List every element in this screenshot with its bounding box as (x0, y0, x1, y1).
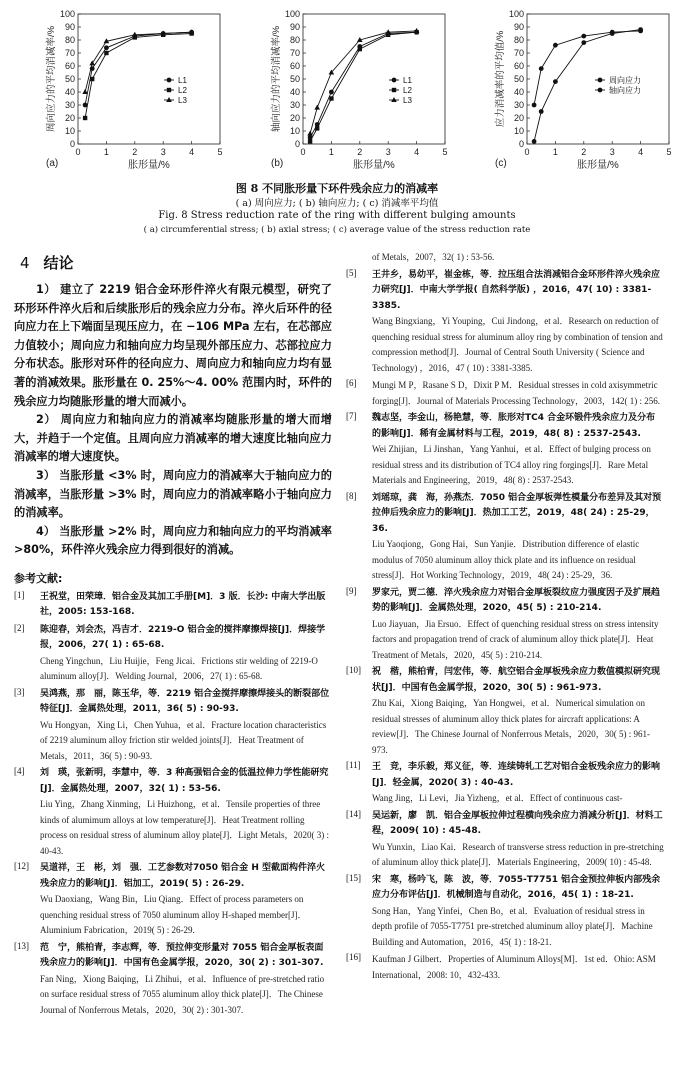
reference-zh: 罗家元，贾二德．淬火残余应力对铝合金厚板裂纹应力强度因子及扩展趋势的影响[J]．金属热处理，2020，45( 5) : 210-214. (372, 587, 661, 613)
x-tick-label: 5 (442, 147, 448, 157)
y-tick-label: 50 (289, 74, 300, 84)
reference-zh: 王 竞，李乐毅，郑义征，等．连续铸轧工艺对铝合金板残余应力的影响[J]．轻金属，2020( 3) : 40-43. (372, 762, 661, 788)
reference-number: [13] (14, 940, 29, 951)
y-tick-label: 50 (64, 74, 75, 84)
x-tick-label: 4 (638, 147, 644, 157)
reference-number: [5] (346, 267, 357, 278)
legend-marker (166, 97, 172, 102)
legend-marker (598, 88, 603, 93)
figure-8 (0, 4, 674, 174)
legend-label: L2 (178, 86, 187, 95)
data-point (90, 77, 94, 81)
x-tick-label: 2 (357, 147, 363, 157)
reference-item (346, 665, 664, 758)
y-tick-label: 20 (289, 113, 300, 123)
reference-number: [8] (346, 490, 357, 501)
section-number: 4 (20, 254, 30, 272)
reference-number: [12] (14, 861, 29, 872)
y-tick-label: 10 (289, 126, 300, 136)
reference-item (14, 687, 332, 765)
x-tick-label: 4 (189, 147, 195, 157)
reference-number: [15] (346, 872, 361, 883)
panel-label: (a) (46, 158, 59, 169)
data-point (104, 45, 109, 50)
chart-b (225, 4, 450, 174)
figure-caption-en: Fig. 8 Stress reduction rate of the ring with different bulging amounts (158, 210, 516, 221)
legend-label: L1 (178, 76, 187, 85)
reference-number: [2] (14, 622, 25, 633)
x-tick-label: 3 (609, 147, 615, 157)
reference-zh: 陈迎春，刘会杰，冯吉才．2219-O 铝合金的搅拌摩擦焊接[J]．焊接学报，2006，27( 1) : 65-68. (40, 624, 326, 651)
y-tick-label: 40 (64, 87, 75, 97)
reference-number: [3] (14, 686, 25, 697)
reference-en: of Metals，2007，32( 1) : 53-56. (372, 252, 495, 262)
data-point (329, 96, 333, 100)
reference-zh: 魏志坚，李金山，杨艳慧，等．胀形对TC4 合金环锻件残余应力及分布的影响[J]．稀有金属材料与工程，2019，48( 8) : 2537-2543. (372, 413, 656, 439)
legend-marker (167, 88, 171, 92)
x-tick-label: 2 (132, 147, 138, 157)
reference-zh: 吴鸿燕，那 丽，陈玉华，等．2219 铝合金搅拌摩擦焊接头的断裂部位特征[J]．金属热处理，2011，36( 5) : 90-93. (40, 688, 330, 715)
reference-item (346, 411, 664, 489)
reference-en: Wu Daoxiang，Wang Bin，Liu Qiang．Effect of process parameters on quenching residual stress of 7050 aluminum alloy H-shaped member[J]．Aluminium Fabrication，2019( 5) : 26-29. (40, 894, 307, 936)
reference-item (346, 809, 664, 871)
legend-label: L2 (403, 86, 412, 95)
x-tick-label: 5 (666, 147, 672, 157)
y-tick-label: 70 (64, 48, 75, 58)
series-line (85, 34, 192, 119)
x-axis-label: 胀形量/% (128, 160, 170, 171)
data-point (532, 139, 537, 144)
reference-en: Wei Zhijian，Li Jinshan，Yang Yanhui，et al．Effect of bulging process on residual stress and its distribution of TC4 alloy ring forgings[J]．Rare Metal Materials and Engineering，2019，48( 8) : 2537-2543. (372, 444, 651, 485)
x-tick-label: 3 (160, 147, 166, 157)
conclusion-paragraph: 4） 当胀形量 >2% 时，周向应力和轴向应力的平均消减率 >80%，环件淬火残余应力得到很好的消减。 (14, 524, 332, 557)
x-tick-label: 0 (524, 147, 530, 157)
data-point (638, 27, 643, 32)
reference-en: Wang Jing，Li Levi，Jia Yizheng，et al．Effect of continuous cast- (372, 793, 623, 803)
chart-a (0, 4, 225, 174)
references-heading: 参考文献: (14, 571, 63, 585)
data-point (83, 116, 87, 120)
x-tick-label: 1 (103, 147, 109, 157)
reference-en: Liu Yaoqiong，Gong Hai，Sun Yanjie．Distribution difference of elastic modulus of 7050 aluminum alloy thick plate and its influence on residual stress[J]．Hot Working Technology，2019，48( 24) : 25-29，36. (372, 539, 640, 580)
panel-label: (c) (495, 158, 507, 169)
data-point (539, 109, 544, 114)
reference-item (14, 941, 332, 1019)
x-tick-label: 4 (414, 147, 420, 157)
legend-label: 周向应力 (609, 76, 641, 85)
reference-zh: 祝 楷，熊柏青，闫宏伟，等．航空铝合金厚板残余应力数值模拟研究现状[J]．中国有色金属学报，2020，30( 5) : 961-973. (372, 667, 661, 693)
panel-label: (b) (271, 158, 284, 169)
legend-marker (598, 78, 603, 83)
legend-label: L1 (403, 76, 412, 85)
reference-en: Mungi M P，Rasane S D，Dixit P M．Residual stresses in cold axisymmetric forging[J]．Journal of Materials Processing Technology，2003，142( 1) : 256. (372, 380, 660, 406)
y-tick-label: 60 (289, 61, 300, 71)
reference-en: Luo Jiayuan，Jia Ersuo．Effect of quenching residual stress on stress intensity factors and propagation trend of crack of aluminum alloy thick plate[J]．Heat Treatment of Metals，2020，45( 5) : 210-214. (372, 618, 659, 660)
x-tick-label: 0 (75, 147, 81, 157)
data-point (581, 40, 586, 45)
reference-zh: 宋 寒，杨吟飞，陈 波，等．7055-T7751 铝合金预拉伸板内部残余应力分布评估[J]．机械制造与自动化，2016，45( 1) : 18-21. (372, 874, 661, 900)
y-tick-label: 100 (59, 9, 75, 19)
y-tick-label: 100 (508, 9, 524, 19)
figure-caption-en-sub: ( a) circumferential stress; ( b) axial stress; ( c) average value of the stress reduction rate (143, 225, 531, 235)
reference-number: [7] (346, 411, 357, 421)
reference-number: [1] (14, 589, 25, 600)
reference-en: Fan Ning，Xiong Baiqing，Li Zhihui，et al．Influence of pre-stretched ratio on surface residual stress of 7055 aluminum alloy thick plate[J]．The Chinese Journal of Nonferrous Metals，2020，30( 2) : 301-307. (40, 973, 325, 1015)
y-tick-label: 30 (513, 100, 524, 110)
reference-item (346, 378, 664, 409)
y-tick-label: 20 (513, 113, 524, 123)
conclusion-paragraph: 1） 建立了 2219 铝合金环形件淬火有限元模型，研究了环形环件淬火后和后续胀形后的残余应力分布。淬火后环件的径向应力在上下端面呈现压应力，在 −106 MPa 左右，在芯部应力值较小；周向应力和轴向应力均呈现外部压应力、芯部拉应力分布状态。胀形对环件的径向应力、周向应力和轴向应力均有显著的消减效果。胀形量在 0. 25%～4. 00% 范围内时，环件的残余应力均随胀形量的增大而减小。 (14, 283, 332, 408)
reference-number: [11] (346, 760, 361, 770)
reference-number: [14] (346, 808, 361, 819)
reference-en: Song Han，Yang Yinfei，Chen Bo，et al．Evaluation of residual stress in depth profile of 7055-T7751 pre-stretched aluminum alloy plate[J]．Machine Building and Automation，2016，45( 1) : 18-21. (372, 905, 653, 947)
y-tick-label: 80 (289, 35, 300, 45)
y-tick-label: 10 (64, 126, 75, 136)
reference-item (14, 766, 332, 859)
y-tick-label: 90 (513, 22, 524, 32)
data-point (532, 103, 537, 108)
references-list-left (14, 590, 332, 1019)
data-point (315, 126, 319, 130)
legend-label: L3 (178, 96, 187, 105)
left-column (14, 246, 332, 1020)
legend-label: L3 (403, 96, 412, 105)
reference-item (346, 250, 664, 266)
reference-item (346, 760, 664, 807)
data-point (308, 139, 312, 143)
reference-item (346, 491, 664, 584)
legend-label: 轴向应力 (609, 86, 641, 95)
x-tick-label: 0 (300, 147, 306, 157)
plot-frame (303, 14, 445, 144)
y-tick-label: 0 (294, 139, 300, 149)
section-heading (20, 252, 332, 273)
y-tick-label: 40 (513, 87, 524, 97)
reference-number: [9] (346, 585, 357, 596)
y-tick-label: 30 (64, 100, 75, 110)
reference-item (14, 623, 332, 685)
y-axis-label: 周向应力的平均消减率/% (46, 25, 57, 133)
legend-marker (392, 88, 396, 92)
reference-en: Kaufman J Gilbert．Properties of Aluminum Alloys[M]．1st ed．Ohio: ASM International，2008: 10，432-433. (372, 954, 656, 980)
reference-en: Wang Bingxiang，Yi Youping，Cui Jindong，et al．Research on reduction of quenching residual stress for aluminum alloy ring by combination of tension and compression method[J]．Journal of Central South University ( Science and Technology) ，2016，47 ( 10) : 3381-3385. (372, 316, 663, 373)
data-point (581, 34, 586, 39)
y-tick-label: 80 (64, 35, 75, 45)
right-column (346, 250, 664, 985)
chart-c (449, 4, 674, 174)
y-tick-label: 70 (289, 48, 300, 58)
reference-item (346, 586, 664, 664)
data-point (539, 66, 544, 71)
reference-item (346, 873, 664, 951)
reference-en: Wu Yunxin，Liao Kai．Research of transverse stress reduction in pre-stretching of aluminum alloy thick plate[J]．Materials Engineering，2009( 10) : 45-48. (372, 841, 664, 867)
reference-item (14, 590, 332, 621)
section-title: 结论 (43, 254, 74, 272)
y-tick-label: 50 (513, 74, 524, 84)
conclusion-paragraph: 2） 周向应力和轴向应力的消减率均随胀形量的增大而增大，并趋于一个定值。且周向应力消减率的增大速度比轴向应力消减率的增大速度快。 (14, 413, 332, 464)
y-tick-label: 100 (284, 9, 300, 19)
reference-item (14, 861, 332, 939)
reference-en: Wu Hongyan，Xing Li，Chen Yuhua，et al．Fracture location characteristics of 2219 aluminum alloy friction stir welded joints[J]．Heat Treatment of Metals，2011，36( 5) : 90-93. (40, 719, 327, 761)
reference-en: Liu Ying，Zhang Xinming，Li Huizhong，et al．Tensile properties of three kinds of alumimum alloys at low temperature[J]．Heat Treatment rolling process on residual stress of aluminum alloy plate[J]．Light Metals，2020( 3) : 40-43. (40, 799, 329, 856)
y-tick-label: 0 (518, 139, 524, 149)
y-tick-label: 0 (69, 139, 75, 149)
reference-en: Zhu Kai，Xiong Baiqing，Yan Hongwei，et al．Numerical simulation on residual stresses of aluminum alloy thick plates for aircraft applications: A review[J]．The Chinese Journal of Nonferrous Metals，2020，30( 5) : 961-973. (372, 698, 650, 755)
y-tick-label: 40 (289, 87, 300, 97)
series-line (310, 31, 417, 134)
reference-number: [16] (346, 952, 361, 962)
figure-caption-zh-sub: ( a) 周向应力; ( b) 轴向应力; ( c) 消减率平均值 (235, 198, 439, 209)
y-axis-label: 轴向应力的平均消减率/% (271, 25, 282, 133)
plot-frame (78, 14, 220, 144)
reference-zh: 王井乡，易幼平，崔金栋，等．拉压组合法消减铝合金环形件淬火残余应力研究[J]．中南大学学报( 自然科学版) ，2016，47( 10) : 3381-3385. (372, 269, 661, 311)
reference-zh: 刘瑶琼，龚 海，孙燕杰．7050 铝合金厚板弹性模量分布差异及其对预拉伸后残余应力的影响[J]．热加工工艺，2019，48( 24) : 25-29，36. (372, 492, 662, 534)
data-point (104, 51, 108, 55)
figure-caption-zh: 图 8 不同胀形量下环件残余应力的消减率 (235, 182, 439, 195)
series-line (85, 32, 192, 105)
reference-zh: 王祝堂，田荣璋．铝合金及其加工手册[M]．3 版．长沙: 中南大学出版社，2005: 153-168. (40, 591, 326, 618)
reference-zh: 刘 瑛，张新明，李慧中，等．3 种高强铝合金的低温拉伸力学性能研究[J]．金属热处理，2007，32( 1) : 53-56. (40, 768, 329, 794)
y-tick-label: 60 (64, 61, 75, 71)
reference-zh: 吴运新，廖 凯．铝合金厚板拉伸过程横向残余应力消减分析[J]．材料工程，2009( 10) : 45-48. (372, 810, 663, 836)
reference-item (346, 952, 664, 983)
data-point (358, 47, 362, 51)
y-axis-label: 应力消减率的平均值/% (495, 30, 506, 128)
reference-number: [4] (14, 766, 25, 777)
y-tick-label: 70 (513, 48, 524, 58)
y-tick-label: 10 (513, 126, 524, 136)
x-axis-label: 胀形量/% (353, 160, 395, 171)
x-tick-label: 2 (581, 147, 587, 157)
data-point (314, 105, 320, 110)
data-point (610, 31, 615, 36)
x-tick-label: 1 (328, 147, 334, 157)
x-tick-label: 5 (217, 147, 223, 157)
legend-marker (167, 78, 172, 83)
y-tick-label: 20 (64, 113, 75, 123)
y-tick-label: 80 (513, 35, 524, 45)
reference-zh: 范 宁，熊柏青，李志辉，等．预拉伸变形量对 7055 铝合金厚板表面残余应力的影响[J]．中国有色金属学报，2020，30( 2) : 301-307. (40, 942, 324, 969)
reference-en: Cheng Yingchun，Liu Huijie，Feng Jicai．Frictions stir welding of 2219-O aluminum alloy[J]．Welding Journal，2006，27( 1) : 65-68. (40, 655, 318, 682)
reference-item (346, 268, 664, 377)
legend-marker (392, 78, 397, 83)
reference-number: [10] (346, 665, 361, 675)
legend-marker (391, 97, 397, 102)
x-tick-label: 1 (552, 147, 558, 157)
y-tick-label: 90 (64, 22, 75, 32)
conclusion-paragraph: 3） 当胀形量 <3% 时，周向应力的消减率大于轴向应力的消减率，当胀形量 >3% 时，周向应力的消减率略小于轴向应力的消减率。 (14, 468, 332, 520)
data-point (553, 79, 558, 84)
y-tick-label: 30 (289, 100, 300, 110)
x-axis-label: 胀形量/% (577, 160, 619, 171)
reference-zh: 吴道祥，王 彬，刘 强．工艺参数对7050 铝合金 H 型截面构件淬火残余应力的影响[J]．铝加工，2019( 5) : 26-29. (40, 863, 325, 889)
data-point (553, 43, 558, 48)
references-list-right (346, 250, 664, 983)
y-tick-label: 90 (289, 22, 300, 32)
reference-number: [6] (346, 378, 357, 388)
data-point (82, 89, 88, 94)
y-tick-label: 60 (513, 61, 524, 71)
x-tick-label: 3 (385, 147, 391, 157)
data-point (329, 90, 334, 95)
